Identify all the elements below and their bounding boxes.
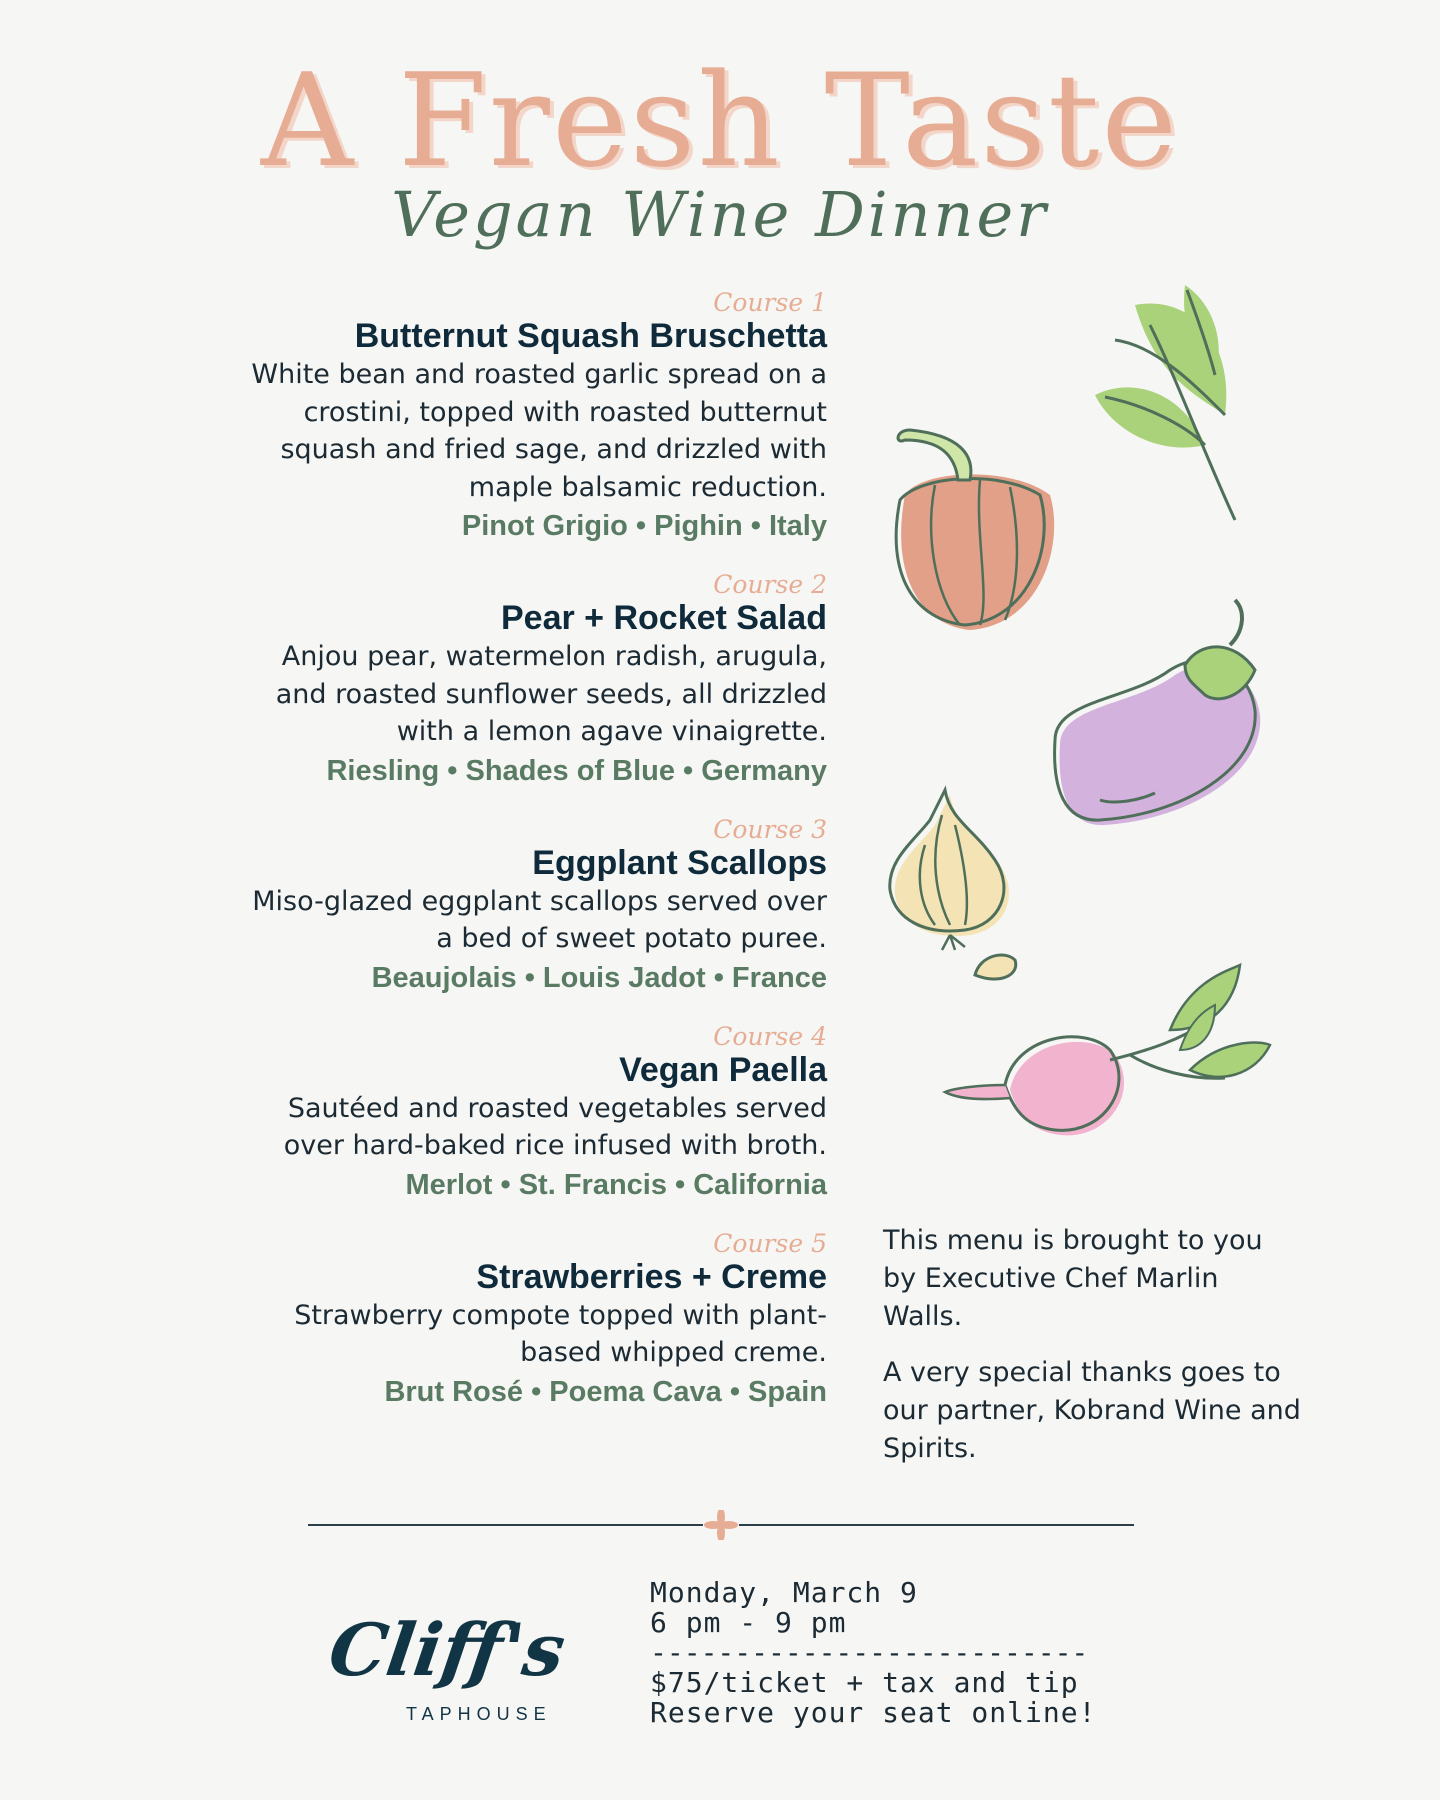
course-label: Course 3: [713, 814, 827, 844]
course-label: Course 5: [713, 1228, 827, 1258]
eggplant-icon: [1045, 595, 1275, 835]
course-5: [150, 1228, 827, 1412]
course-title: Pear + Rocket Salad: [500, 599, 827, 637]
course-4: [150, 1021, 827, 1205]
page-subtitle: Vegan Wine Dinner: [391, 178, 1049, 251]
menu-courses: [150, 290, 827, 1438]
course-wine-pairing: Brut Rosé • Poema Cava • Spain: [384, 1375, 827, 1408]
course-description: Sautéed and roasted vegetables served over hard-baked rice infused with broth.: [283, 1092, 827, 1161]
acknowledgements: [883, 1222, 1303, 1486]
chef-note: This menu is brought to you by Executive Chef Marlin Walls.: [883, 1225, 1263, 1332]
logo-subtitle: TAPHOUSE: [406, 1704, 552, 1724]
event-time: 6 pm - 9 pm: [650, 1606, 847, 1639]
course-title: Vegan Paella: [619, 1050, 827, 1089]
page-title: A Fresh Taste: [260, 47, 1180, 196]
event-details: [650, 1578, 1100, 1728]
course-description: Strawberry compote topped with plant- based whipped creme.: [294, 1299, 827, 1368]
course-3: [150, 814, 827, 998]
course-title: Strawberries + Creme: [476, 1257, 827, 1296]
course-description: Anjou pear, watermelon radish, arugula, and roasted sunflower seeds, all drizzled with a lemon agave vinaigrette.: [275, 641, 827, 747]
course-wine-pairing: Beaujolais • Louis Jadot • France: [371, 961, 827, 994]
course-label: Course 4: [713, 1021, 827, 1051]
logo-script: Cliff's: [324, 1607, 571, 1692]
course-title: Butternut Squash Bruschetta: [354, 317, 827, 355]
course-description: Miso-glazed eggplant scallops served over a bed of sweet potato puree.: [252, 885, 827, 954]
event-separator: --------------------------: [650, 1636, 1089, 1669]
course-description: White bean and roasted garlic spread on a crostini, topped with roasted butternut squash and fried sage, and drizzled with maple balsamic reduction.: [251, 359, 827, 503]
bell-pepper-icon: [880, 425, 1065, 640]
event-reserve-note: Reserve your seat online!: [650, 1696, 1097, 1729]
course-1: [150, 290, 827, 546]
course-wine-pairing: Riesling • Shades of Blue • Germany: [326, 754, 827, 787]
partner-thanks: A very special thanks goes to our partner, Kobrand Wine and Spirits.: [883, 1357, 1301, 1464]
course-label: Course 1: [713, 288, 827, 317]
course-label: Course 2: [713, 570, 827, 599]
sage-leaf-icon: [1075, 285, 1265, 530]
section-divider: [308, 1510, 1134, 1540]
course-2: [150, 572, 827, 791]
course-wine-pairing: Pinot Grigio • Pighin • Italy: [461, 510, 827, 542]
course-title: Eggplant Scallops: [532, 843, 827, 882]
event-price: $75/ticket + tax and tip: [650, 1666, 1079, 1699]
course-wine-pairing: Merlot • St. Francis • California: [405, 1168, 827, 1201]
taphouse-logo: [324, 1607, 630, 1730]
event-date: Monday, March 9: [650, 1576, 918, 1609]
radish-icon: [940, 960, 1275, 1175]
